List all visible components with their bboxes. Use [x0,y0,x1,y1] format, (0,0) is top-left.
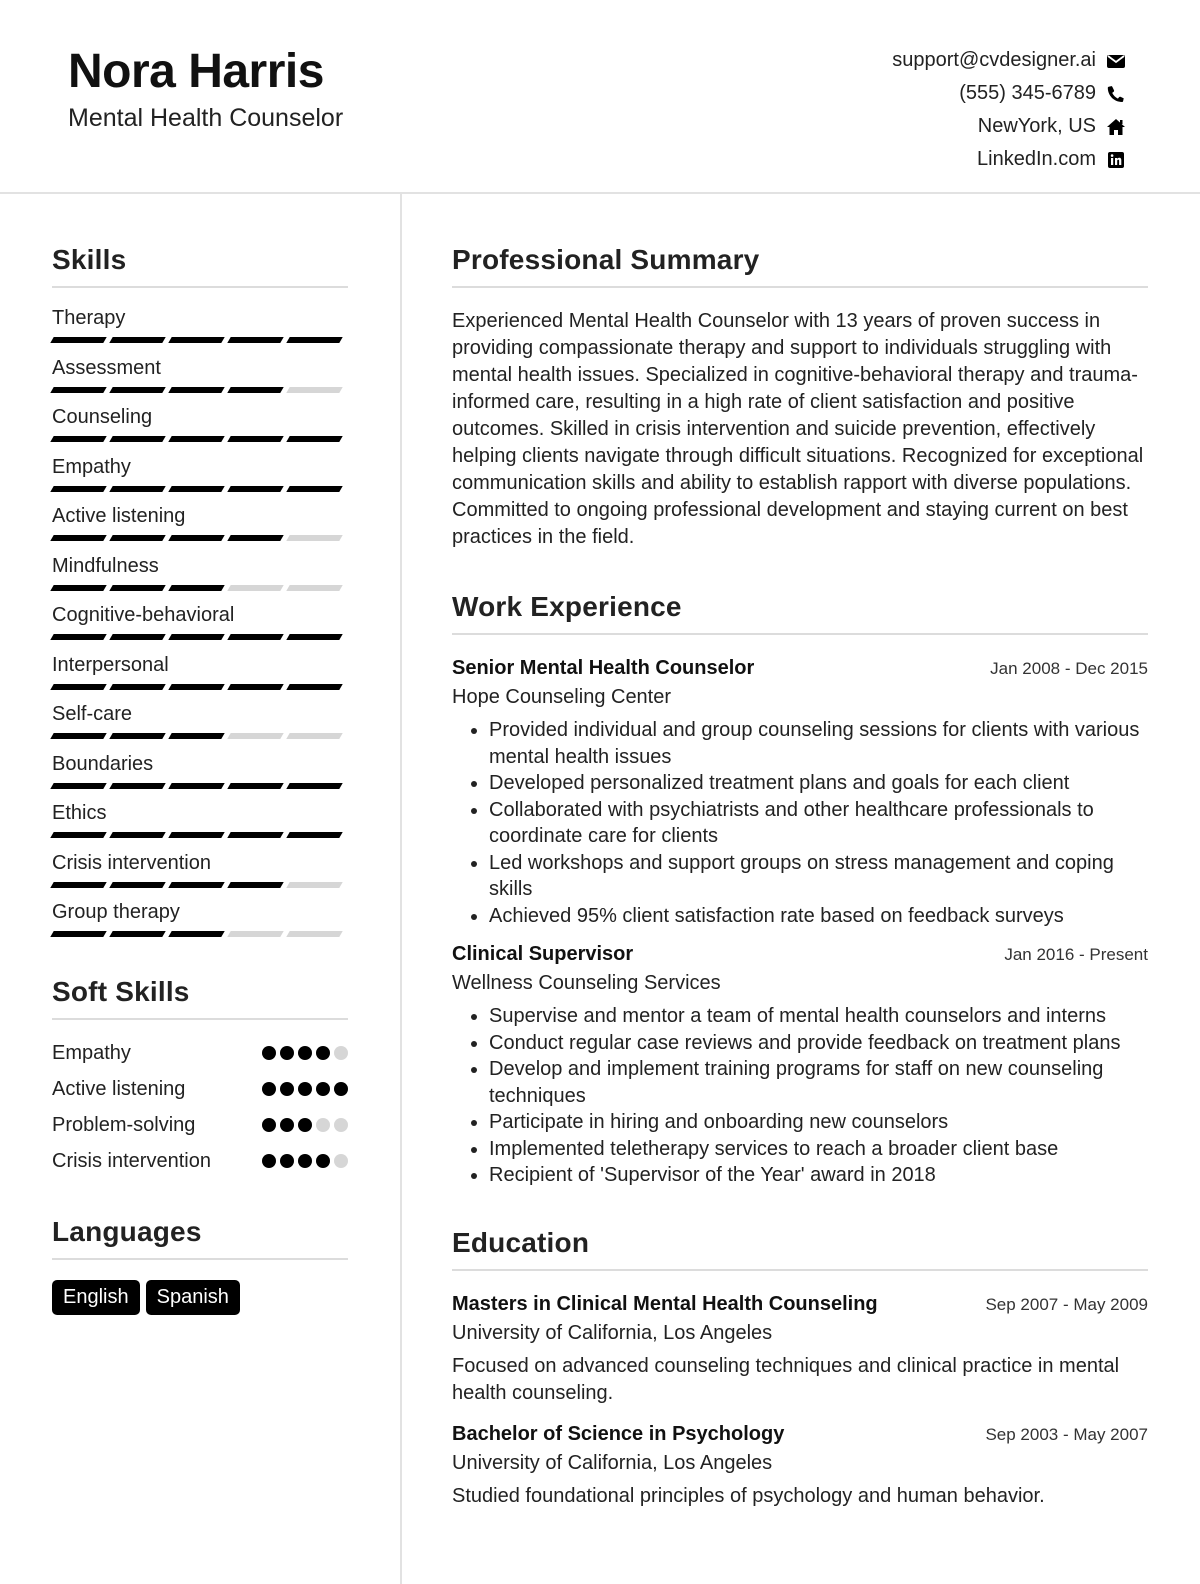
skill-item [52,306,348,356]
skill-level-bar [52,634,348,640]
education-date: Sep 2007 - May 2009 [985,1294,1148,1314]
rating-dot [316,1082,330,1096]
skill-level-segment [227,486,283,492]
job-date: Jan 2016 - Present [1004,945,1148,964]
skill-level-segment [286,634,342,640]
skill-level-segment [50,783,106,789]
school-name: University of California, Los Angeles [452,1451,773,1474]
skill-item [52,356,348,406]
rating-dot [298,1118,312,1132]
skill-level-bar [52,882,348,888]
skill-item [52,504,348,554]
summary-text: Experienced Mental Health Counselor with 13 years of proven success in providing compassionate therapy and support to individuals struggling with mental health issues. Specialized in cognitive-behavioral therapy and trauma-informed care, resulting in a high rate of client satisfaction and positive outcomes. Skilled in crisis intervention and suicide prevention, effectively helping clients navigate through difficult situations. Recognized for exceptional communication skills and ability to establish rapport with diverse populations. Committed to ongoing professional development and staying current on best practices in the field. [452,310,1144,548]
skill-level-segment [227,634,283,640]
job-bullets [452,717,1148,929]
job-entry [452,657,1148,929]
rating-dot [334,1118,348,1132]
skill-item [52,653,348,703]
skill-level-segment [50,387,106,393]
language-list [52,1280,348,1315]
skill-level-segment [227,783,283,789]
skill-level-segment [227,436,283,442]
skill-level-segment [168,387,224,393]
skill-level-segment [109,337,165,343]
rating-dot [298,1154,312,1168]
job-header [452,943,1148,966]
soft-skills-section [52,976,348,1174]
skill-level-segment [286,535,342,541]
rating-dot [298,1082,312,1096]
skill-level-segment [168,733,224,739]
soft-skill-item [52,1076,348,1102]
skill-item [52,801,348,851]
skill-item [52,554,348,604]
skill-level-segment [109,832,165,838]
skills-heading: Skills [52,244,348,288]
rating-dot [334,1154,348,1168]
skill-level-segment [286,486,342,492]
skill-level-segment [286,882,342,888]
soft-skill-list [52,1040,348,1174]
skill-item [52,405,348,455]
skill-level-segment [227,733,283,739]
rating-dot [262,1046,276,1060]
skill-level-segment [286,733,342,739]
rating-dot [334,1046,348,1060]
skill-level-segment [109,436,165,442]
contact-linkedin[interactable] [892,143,1126,176]
skill-name: Interpersonal [52,653,169,676]
education-section [452,1227,1148,1510]
soft-skill-name: Problem-solving [52,1113,196,1136]
job-company: Hope Counseling Center [452,686,672,708]
skill-level-segment [50,832,106,838]
education-heading: Education [452,1227,1148,1271]
skill-level-segment [227,387,283,393]
skill-item [52,702,348,752]
skill-level-segment [227,931,283,937]
education-entry [452,1293,1148,1407]
skill-level-bar [52,337,348,343]
work-heading: Work Experience [452,591,1148,635]
skill-level-segment [286,684,342,690]
languages-heading: Languages [52,1216,348,1260]
skill-level-segment [50,337,106,343]
rating-dot [262,1118,276,1132]
contact-location-text: NewYork, US [977,115,1096,137]
skill-level-bar [52,387,348,393]
job-bullet: • Collaborated with psychiatrists and other healthcare professionals to coordinate care for clients [489,797,1148,850]
skill-name: Crisis intervention [52,851,211,874]
column-divider [400,194,402,1584]
home-icon [1106,117,1126,137]
job-company: Wellness Counseling Services [452,972,721,994]
job-bullet: • Implemented teletherapy services to reach a broader client base [489,1136,1148,1163]
skill-level-bar [52,931,348,937]
skill-level-segment [227,882,283,888]
contact-list [892,44,1126,176]
skill-level-segment [50,585,106,591]
soft-skill-rating [262,1118,348,1132]
contact-location[interactable] [892,110,1126,143]
soft-skill-item [52,1040,348,1066]
soft-skill-item [52,1112,348,1138]
skill-level-segment [50,733,106,739]
candidate-name: Nora Harris [68,45,324,98]
job-header [452,657,1148,680]
phone-icon [1106,84,1126,104]
rating-dot [280,1082,294,1096]
job-bullet: • Participate in hiring and onboarding new counselors [489,1109,1148,1136]
skill-level-bar [52,783,348,789]
soft-skill-item [52,1148,348,1174]
rating-dot [334,1082,348,1096]
skill-level-segment [109,931,165,937]
job-bullet: • Developed personalized treatment plans and goals for each client [489,770,1148,797]
contact-linkedin-text: LinkedIn.com [977,148,1096,170]
skill-item [52,455,348,505]
education-header [452,1293,1148,1316]
soft-skill-name: Active listening [52,1077,186,1100]
skill-level-segment [168,634,224,640]
skill-name: Self-care [52,703,133,725]
skill-item [52,603,348,653]
skill-level-segment [286,585,342,591]
contact-phone[interactable] [892,77,1126,110]
skill-level-segment [227,535,283,541]
rating-dot [280,1046,294,1060]
rating-dot [280,1118,294,1132]
skill-name: Ethics [52,802,107,824]
skill-level-segment [168,931,224,937]
skill-level-segment [50,634,106,640]
skills-section [52,244,348,950]
rating-dot [298,1046,312,1060]
skill-list [52,306,348,950]
summary-heading: Professional Summary [452,244,1148,288]
soft-skill-rating [262,1154,348,1168]
rating-dot [262,1082,276,1096]
education-description: Focused on advanced counseling techniques and clinical practice in mental health counseling. [452,1354,1120,1404]
work-section [452,591,1148,1189]
skill-level-segment [286,337,342,343]
skill-level-segment [109,486,165,492]
soft-skill-rating [262,1082,348,1096]
skill-level-segment [168,436,224,442]
skill-level-segment [227,337,283,343]
skill-name: Assessment [52,356,161,379]
education-entry [452,1423,1148,1510]
skill-level-segment [227,585,283,591]
skill-level-segment [50,931,106,937]
soft-skill-rating [262,1046,348,1060]
job-title: Clinical Supervisor [452,943,634,965]
rating-dot [316,1154,330,1168]
job-bullet: • Conduct regular case reviews and provide feedback on treatment plans [489,1030,1148,1057]
resume-header [0,0,1200,194]
skill-level-segment [109,387,165,393]
skill-level-segment [109,535,165,541]
skill-name: Group therapy [52,901,180,923]
skill-level-segment [227,832,283,838]
skill-level-segment [168,882,224,888]
skill-level-bar [52,832,348,838]
right-column [452,194,1148,1510]
rating-dot [262,1154,276,1168]
skill-level-segment [50,684,106,690]
job-bullet: • Recipient of 'Supervisor of the Year' award in 2018 [489,1162,1148,1189]
skill-level-segment [286,832,342,838]
skill-name: Cognitive-behavioral [52,604,235,626]
skill-level-bar [52,733,348,739]
skill-level-segment [50,882,106,888]
candidate-role: Mental Health Counselor [68,104,344,132]
skill-level-segment [168,486,224,492]
skill-level-bar [52,684,348,690]
skill-level-segment [168,832,224,838]
education-description: Studied foundational principles of psychology and human behavior. [452,1484,1045,1507]
skill-level-segment [286,931,342,937]
skill-level-bar [52,486,348,492]
languages-section [52,1216,348,1315]
skill-level-segment [109,882,165,888]
skill-name: Mindfulness [52,554,159,577]
skill-level-segment [50,486,106,492]
skill-level-bar [52,436,348,442]
education-header [452,1423,1148,1446]
skill-level-segment [286,783,342,789]
job-bullet: • Develop and implement training programs for staff on new counseling techniques [489,1056,1148,1109]
summary-section [452,244,1148,551]
skill-level-segment [227,684,283,690]
job-bullet: • Achieved 95% client satisfaction rate based on feedback surveys [489,903,1148,930]
skill-level-segment [286,436,342,442]
skill-level-segment [168,535,224,541]
job-entry [452,943,1148,1189]
contact-email[interactable] [892,44,1126,77]
job-date: Jan 2008 - Dec 2015 [990,659,1148,678]
job-bullets [452,1003,1148,1189]
job-list [452,657,1148,1189]
skill-item [52,752,348,802]
skill-level-segment [168,585,224,591]
rating-dot [280,1154,294,1168]
skill-level-segment [168,783,224,789]
skill-level-segment [109,585,165,591]
skill-level-segment [50,436,106,442]
soft-skills-heading: Soft Skills [52,976,348,1020]
skill-name: Counseling [52,406,153,428]
left-column [52,194,348,1315]
degree-title: Bachelor of Science in Psychology [452,1422,785,1445]
skill-name: Therapy [52,307,126,329]
envelope-icon [1106,51,1126,71]
education-date: Sep 2003 - May 2007 [985,1424,1148,1444]
contact-phone-text: (555) 345-6789 [959,82,1096,104]
skill-item [52,900,348,950]
skill-name: Active listening [52,505,186,527]
skill-level-bar [52,585,348,591]
skill-level-segment [168,337,224,343]
skill-level-segment [109,684,165,690]
skill-level-segment [109,733,165,739]
skill-level-segment [109,634,165,640]
skill-level-segment [168,684,224,690]
skill-item [52,851,348,901]
degree-title: Masters in Clinical Mental Health Counseling [452,1292,878,1315]
contact-email-text: support@cvdesigner.ai [892,49,1096,71]
language-tag: English [52,1280,140,1315]
language-tag: Spanish [146,1280,240,1315]
education-list [452,1293,1148,1510]
skill-level-bar [52,535,348,541]
job-bullet: • Supervise and mentor a team of mental health counselors and interns [489,1003,1148,1030]
rating-dot [316,1118,330,1132]
skill-level-segment [50,535,106,541]
skill-level-segment [109,783,165,789]
soft-skill-name: Crisis intervention [52,1149,211,1172]
skill-name: Boundaries [52,752,154,775]
school-name: University of California, Los Angeles [452,1321,773,1344]
skill-level-segment [286,387,342,393]
job-title: Senior Mental Health Counselor [452,657,755,679]
job-bullet: • Provided individual and group counseling sessions for clients with various mental health issues [489,717,1148,770]
linkedin-icon [1106,150,1126,170]
rating-dot [316,1046,330,1060]
skill-name: Empathy [52,455,131,478]
soft-skill-name: Empathy [52,1041,131,1064]
job-bullet: • Led workshops and support groups on stress management and coping skills [489,850,1148,903]
